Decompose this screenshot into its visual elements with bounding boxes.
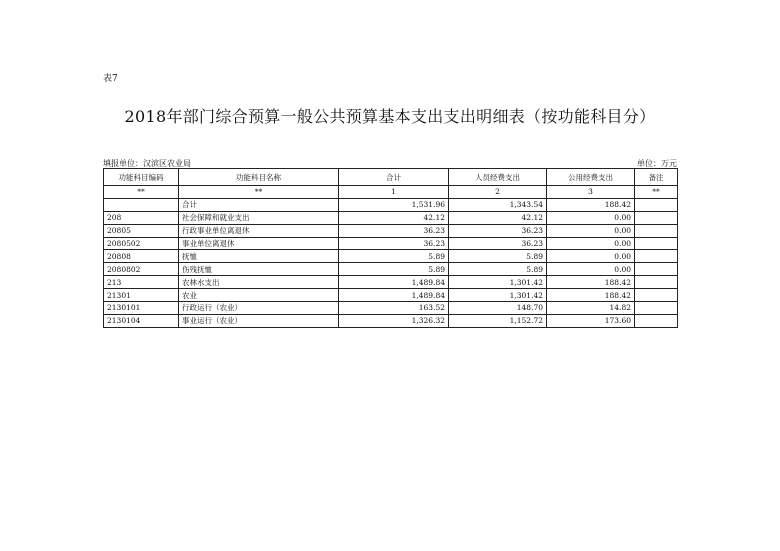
row-personnel: 1,343.54	[449, 198, 547, 211]
index-name: **	[179, 186, 339, 199]
row-name: 农林水支出	[179, 276, 339, 289]
table-row	[104, 224, 678, 237]
row-name: 行政运行（农业）	[179, 302, 339, 315]
row-code: 2130101	[104, 302, 179, 315]
row-personnel: 5.89	[449, 250, 547, 263]
row-code: 2080502	[104, 237, 179, 250]
currency-unit: 单位：万元	[637, 159, 677, 168]
row-name: 伤残抚恤	[179, 263, 339, 276]
row-name: 事业单位离退休	[179, 237, 339, 250]
row-total: 5.89	[339, 250, 449, 263]
row-code	[104, 198, 179, 211]
row-note	[635, 263, 678, 276]
row-total: 1,489.84	[339, 289, 449, 302]
table-row	[104, 302, 678, 315]
row-public: 188.42	[547, 198, 635, 211]
row-name: 事业运行（农业）	[179, 314, 339, 327]
row-public: 0.00	[547, 224, 635, 237]
row-total: 36.23	[339, 224, 449, 237]
index-row	[104, 186, 678, 199]
row-note	[635, 289, 678, 302]
row-total: 1,531.96	[339, 198, 449, 211]
index-code: **	[104, 186, 179, 199]
document-title: 2018年部门综合预算一般公共预算基本支出支出明细表（按功能科目分）	[124, 107, 656, 126]
table-row	[104, 211, 678, 224]
row-note	[635, 276, 678, 289]
row-code: 2130104	[104, 314, 179, 327]
row-total: 1,489.84	[339, 276, 449, 289]
row-public: 188.42	[547, 276, 635, 289]
row-note	[635, 237, 678, 250]
row-note	[635, 250, 678, 263]
row-name: 农业	[179, 289, 339, 302]
row-note	[635, 211, 678, 224]
row-personnel: 42.12	[449, 211, 547, 224]
row-code: 208	[104, 211, 179, 224]
row-name: 社会保障和就业支出	[179, 211, 339, 224]
row-note	[635, 198, 678, 211]
column-header-public: 公用经费支出	[547, 169, 635, 186]
header-row	[104, 169, 678, 186]
row-code: 2080802	[104, 263, 179, 276]
row-code: 21301	[104, 289, 179, 302]
row-total: 163.52	[339, 302, 449, 315]
table-row	[104, 276, 678, 289]
table-row	[104, 263, 678, 276]
row-personnel: 1,301.42	[449, 289, 547, 302]
row-personnel: 36.23	[449, 237, 547, 250]
row-note	[635, 302, 678, 315]
table-row	[104, 289, 678, 302]
index-personnel: 2	[449, 186, 547, 199]
row-name: 行政事业单位离退休	[179, 224, 339, 237]
table-row	[104, 237, 678, 250]
row-personnel: 1,301.42	[449, 276, 547, 289]
row-personnel: 148.70	[449, 302, 547, 315]
row-personnel: 36.23	[449, 224, 547, 237]
row-total: 36.23	[339, 237, 449, 250]
column-header-name: 功能科目名称	[179, 169, 339, 186]
row-note	[635, 224, 678, 237]
table-row-total	[104, 198, 678, 211]
row-personnel: 5.89	[449, 263, 547, 276]
column-header-personnel: 人员经费支出	[449, 169, 547, 186]
row-total: 1,326.32	[339, 314, 449, 327]
row-public: 0.00	[547, 211, 635, 224]
row-code: 20808	[104, 250, 179, 263]
index-public: 3	[547, 186, 635, 199]
index-note: **	[635, 186, 678, 199]
row-note	[635, 314, 678, 327]
column-header-code: 功能科目编码	[104, 169, 179, 186]
table-row	[104, 314, 678, 327]
row-total: 42.12	[339, 211, 449, 224]
table-row	[104, 250, 678, 263]
column-header-total: 合计	[339, 169, 449, 186]
row-personnel: 1,152.72	[449, 314, 547, 327]
row-public: 188.42	[547, 289, 635, 302]
expenditure-detail-table	[103, 168, 678, 328]
row-public: 0.00	[547, 237, 635, 250]
row-public: 173.60	[547, 314, 635, 327]
row-public: 0.00	[547, 263, 635, 276]
index-total: 1	[339, 186, 449, 199]
row-total: 5.89	[339, 263, 449, 276]
row-code: 20805	[104, 224, 179, 237]
reporting-unit: 填报单位：汉滨区农业局	[103, 159, 191, 168]
row-name: 合计	[179, 198, 339, 211]
row-name: 抚恤	[179, 250, 339, 263]
row-public: 14.82	[547, 302, 635, 315]
row-public: 0.00	[547, 250, 635, 263]
table-number: 表7	[103, 74, 118, 84]
row-code: 213	[104, 276, 179, 289]
column-header-note: 备注	[635, 169, 678, 186]
